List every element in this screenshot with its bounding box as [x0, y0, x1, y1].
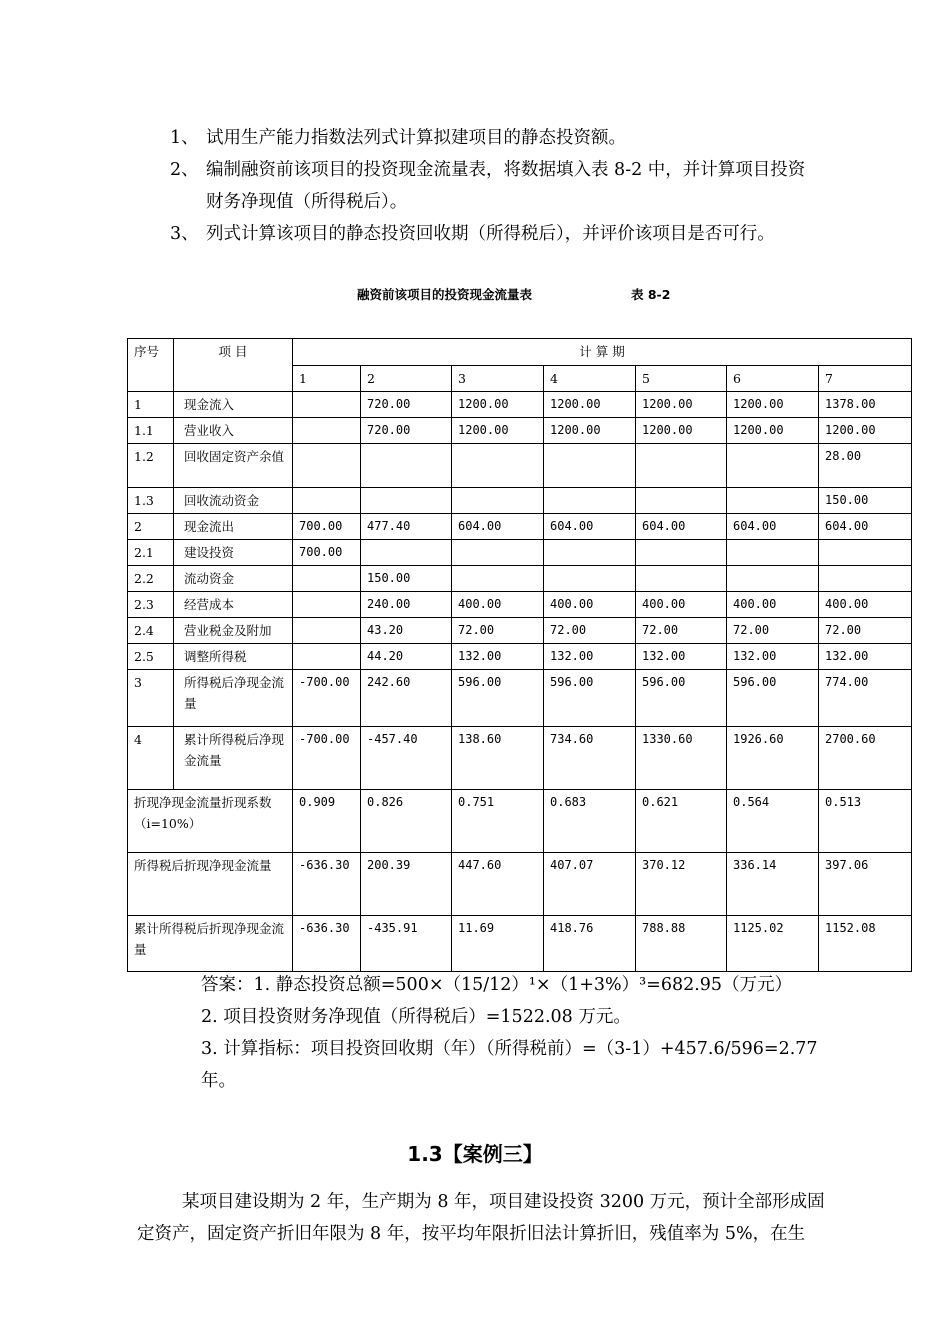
question-text: 编制融资前该项目的投资现金流量表，将数据填入表 8-2 中，并计算项目投资	[206, 160, 806, 180]
question-text: 列式计算该项目的静态投资回收期（所得税后），并评价该项目是否可行。	[206, 224, 775, 244]
row-value	[361, 488, 452, 514]
row-value: 788.88	[636, 916, 727, 972]
row-value	[727, 540, 819, 566]
row-value: 734.60	[544, 727, 636, 790]
question-number: 3、	[170, 224, 199, 244]
row-value: 1200.00	[636, 418, 727, 444]
row-value: 1200.00	[544, 392, 636, 418]
period-header-3: 3	[452, 366, 544, 392]
row-value: 400.00	[452, 592, 544, 618]
row-value: 400.00	[819, 592, 912, 618]
row-item: 营业税金及附加	[174, 618, 293, 644]
row-value: 604.00	[636, 514, 727, 540]
row-item: 回收固定资产余值	[174, 444, 293, 488]
row-value: 1200.00	[727, 418, 819, 444]
row-value: 1926.60	[727, 727, 819, 790]
section-title: 1.3【案例三】	[407, 1142, 543, 1166]
row-value	[452, 444, 544, 488]
row-value: 0.751	[452, 790, 544, 853]
row-value: 11.69	[452, 916, 544, 972]
row-seq: 2	[128, 514, 174, 540]
row-value	[293, 566, 361, 592]
question-number: 1、	[170, 128, 199, 148]
row-seq: 1.3	[128, 488, 174, 514]
table-row	[128, 540, 912, 566]
row-value: 1200.00	[452, 392, 544, 418]
row-seq: 2.4	[128, 618, 174, 644]
row-value: 1200.00	[452, 418, 544, 444]
row-value: 720.00	[361, 392, 452, 418]
header-period: 计 算 期	[293, 339, 912, 366]
row-value: 132.00	[544, 644, 636, 670]
row-item: 累计所得税后净现金流量	[174, 727, 293, 790]
question-2	[170, 155, 805, 185]
row-value	[636, 488, 727, 514]
row-value: 400.00	[544, 592, 636, 618]
question-2-continued	[206, 187, 407, 217]
question-text: 财务净现值（所得税后）。	[206, 192, 408, 212]
row-value: 0.513	[819, 790, 912, 853]
row-value: -435.91	[361, 916, 452, 972]
row-value: 1330.60	[636, 727, 727, 790]
row-value: 1125.02	[727, 916, 819, 972]
table-row-discounted	[128, 853, 912, 916]
question-3	[170, 219, 775, 249]
row-seq: 2.2	[128, 566, 174, 592]
row-value: 1200.00	[819, 418, 912, 444]
row-value: 720.00	[361, 418, 452, 444]
table-row	[128, 444, 912, 488]
row-value: 72.00	[636, 618, 727, 644]
row-value: 418.76	[544, 916, 636, 972]
row-item: 建设投资	[174, 540, 293, 566]
header-seq: 序号	[128, 339, 174, 392]
period-header-6: 6	[727, 366, 819, 392]
row-value: 242.60	[361, 670, 452, 727]
period-header-4: 4	[544, 366, 636, 392]
row-item: 经营成本	[174, 592, 293, 618]
row-value: 700.00	[293, 540, 361, 566]
table-title: 融资前该项目的投资现金流量表	[357, 287, 533, 302]
row-value: 44.20	[361, 644, 452, 670]
table-row	[128, 618, 912, 644]
question-1	[170, 123, 626, 153]
question-number: 2、	[170, 160, 199, 180]
row-value: 132.00	[819, 644, 912, 670]
table-row-discounted	[128, 790, 912, 853]
answer-2: 2. 项目投资财务净现值（所得税后）=1522.08 万元。	[201, 1007, 631, 1027]
answer-3: 3. 计算指标：项目投资回收期（年）（所得税前）=（3-1）+457.6/596=2.77	[201, 1039, 818, 1059]
table-row	[128, 670, 912, 727]
row-value: -700.00	[293, 670, 361, 727]
row-value: 200.39	[361, 853, 452, 916]
row-seq: 2.5	[128, 644, 174, 670]
row-value: 596.00	[452, 670, 544, 727]
row-value	[452, 540, 544, 566]
row-value: -636.30	[293, 916, 361, 972]
row-value: 336.14	[727, 853, 819, 916]
row-seq: 2.1	[128, 540, 174, 566]
question-text: 试用生产能力指数法列式计算拟建项目的静态投资额。	[206, 128, 626, 148]
answer-3-continued: 年。	[201, 1071, 236, 1091]
row-value	[452, 488, 544, 514]
row-value	[636, 566, 727, 592]
row-value: 400.00	[636, 592, 727, 618]
table-row	[128, 418, 912, 444]
row-value: -636.30	[293, 853, 361, 916]
row-value: 138.60	[452, 727, 544, 790]
row-value: 132.00	[727, 644, 819, 670]
row-value: 72.00	[452, 618, 544, 644]
row-item: 调整所得税	[174, 644, 293, 670]
row-value: 0.909	[293, 790, 361, 853]
row-value	[293, 488, 361, 514]
row-value: 596.00	[636, 670, 727, 727]
row-value: 1152.08	[819, 916, 912, 972]
row-value	[727, 566, 819, 592]
row-value: 400.00	[727, 592, 819, 618]
row-seq: 4	[128, 727, 174, 790]
row-value	[361, 540, 452, 566]
row-value: 397.06	[819, 853, 912, 916]
row-item: 回收流动资金	[174, 488, 293, 514]
row-seq: 1.1	[128, 418, 174, 444]
row-value	[544, 566, 636, 592]
row-value	[293, 644, 361, 670]
row-item: 流动资金	[174, 566, 293, 592]
row-value	[361, 444, 452, 488]
row-value: 72.00	[819, 618, 912, 644]
row-value: 447.60	[452, 853, 544, 916]
row-value: 2700.60	[819, 727, 912, 790]
row-value: 43.20	[361, 618, 452, 644]
period-header-1: 1	[293, 366, 361, 392]
period-header-2: 2	[361, 366, 452, 392]
row-value	[293, 392, 361, 418]
row-value	[544, 488, 636, 514]
row-value: 1378.00	[819, 392, 912, 418]
row-value: 477.40	[361, 514, 452, 540]
row-value: -700.00	[293, 727, 361, 790]
period-header-7: 7	[819, 366, 912, 392]
row-value	[293, 618, 361, 644]
row-value: 604.00	[452, 514, 544, 540]
row-value: 0.621	[636, 790, 727, 853]
row-value: 774.00	[819, 670, 912, 727]
row-value: 1200.00	[544, 418, 636, 444]
cash-flow-table	[127, 338, 912, 972]
row-value: 604.00	[727, 514, 819, 540]
row-seq: 1	[128, 392, 174, 418]
row-value	[727, 444, 819, 488]
row-value: 370.12	[636, 853, 727, 916]
answer-1: 答案：1. 静态投资总额=500×（15/12）¹×（1+3%）³=682.95（万元）	[201, 975, 793, 995]
row-value	[452, 566, 544, 592]
period-header-5: 5	[636, 366, 727, 392]
row-seq: 3	[128, 670, 174, 727]
row-value: 407.07	[544, 853, 636, 916]
row-value: 1200.00	[636, 392, 727, 418]
row-label: 所得税后折现净现金流量	[128, 853, 293, 916]
row-label: 折现净现金流量折现系数（i=10%）	[128, 790, 293, 853]
row-value: 28.00	[819, 444, 912, 488]
row-value: 150.00	[819, 488, 912, 514]
row-value: 240.00	[361, 592, 452, 618]
row-item: 所得税后净现金流量	[174, 670, 293, 727]
row-value	[544, 540, 636, 566]
row-item: 营业收入	[174, 418, 293, 444]
row-value	[727, 488, 819, 514]
row-value	[819, 566, 912, 592]
paragraph-line-2: 定资产，固定资产折旧年限为 8 年，按平均年限折旧法计算折旧，残值率为 5%，在生	[137, 1224, 806, 1244]
row-value: -457.40	[361, 727, 452, 790]
row-value: 700.00	[293, 514, 361, 540]
row-value: 596.00	[727, 670, 819, 727]
row-value: 1200.00	[727, 392, 819, 418]
table-row	[128, 514, 912, 540]
row-value: 0.564	[727, 790, 819, 853]
table-row-discounted	[128, 916, 912, 972]
row-seq: 1.2	[128, 444, 174, 488]
row-value: 72.00	[544, 618, 636, 644]
row-value	[636, 540, 727, 566]
row-value	[544, 444, 636, 488]
row-value: 604.00	[819, 514, 912, 540]
table-row	[128, 488, 912, 514]
row-value: 150.00	[361, 566, 452, 592]
row-value: 72.00	[727, 618, 819, 644]
row-item: 现金流出	[174, 514, 293, 540]
row-value: 604.00	[544, 514, 636, 540]
row-value: 0.826	[361, 790, 452, 853]
paragraph-line-1: 某项目建设期为 2 年，生产期为 8 年，项目建设投资 3200 万元，预计全部形成固	[182, 1192, 825, 1212]
header-item: 项 目	[174, 339, 293, 392]
row-value	[636, 444, 727, 488]
table-row	[128, 592, 912, 618]
row-item: 现金流入	[174, 392, 293, 418]
row-value	[293, 418, 361, 444]
row-value: 0.683	[544, 790, 636, 853]
table-row	[128, 727, 912, 790]
table-row	[128, 392, 912, 418]
row-value	[293, 592, 361, 618]
table-number: 表 8-2	[631, 287, 671, 302]
row-seq: 2.3	[128, 592, 174, 618]
row-value: 596.00	[544, 670, 636, 727]
row-value	[293, 444, 361, 488]
row-value	[819, 540, 912, 566]
row-value: 132.00	[452, 644, 544, 670]
table-row	[128, 644, 912, 670]
table-row	[128, 566, 912, 592]
row-label: 累计所得税后折现净现金流量	[128, 916, 293, 972]
row-value: 132.00	[636, 644, 727, 670]
